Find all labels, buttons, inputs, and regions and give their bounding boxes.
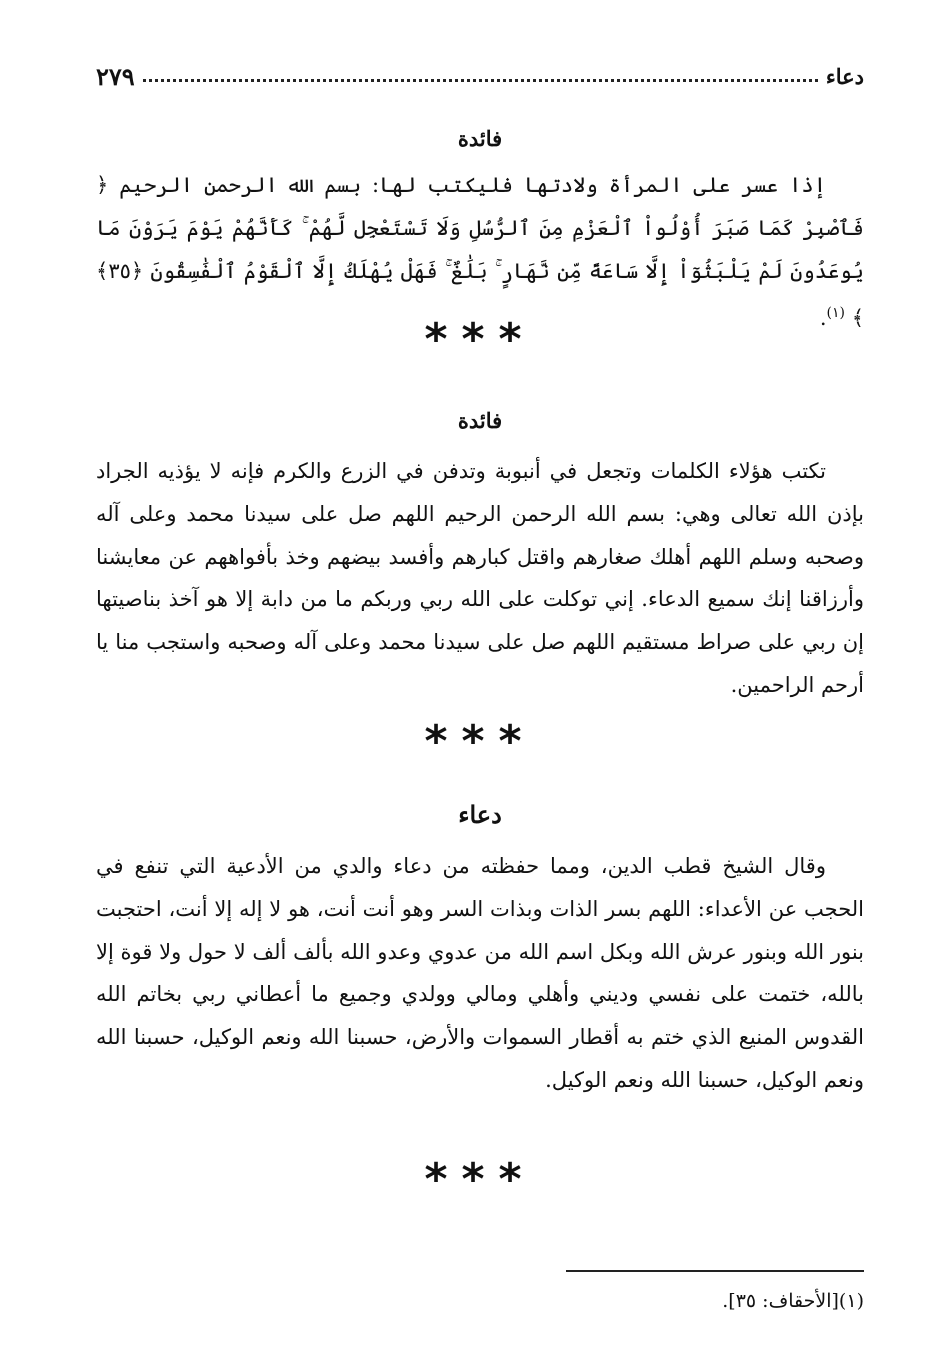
section-title-faida-2: فائدة xyxy=(457,408,503,433)
footnote-rule xyxy=(566,1270,864,1272)
section-title-dua: دعاء xyxy=(458,800,502,829)
section-text-dua-body: وقال الشيخ قطب الدين، ومما حفظته من دعاء والدي من الأدعية التي تنفع في الحجب عن الأعداء: اللهم بسر الذات وبذات السر وهو أنت أنت، هو لا إله إلا أنت، احتجبت بنور الله وبنور عرش الله وبكل اسم الله من عدوي وعدو الله بألف ألف لا حول ولا قوة إلا بالله، ختمت على نفسي وديني وأهلي ومالي وولدي وجميع ما أعطاني ربي بخاتم الله القدوس المنيع الذي ختم به أقطار السموات والأرض، حسبنا الله ونعم الوكيل، حسبنا الله ونعم الوكيل، حسبنا الله ونعم الوكيل. xyxy=(96,854,864,1092)
section-text-faida-1: إذا عسر على المرأة ولادتها فليكتب لها: بسم الله الرحمن الرحيم ﴿ فَٱصْبِرْ كَمَا صَبَرَ أُوْلُواْ ٱلْعَزْمِ مِنَ ٱلرُّسُلِ وَلَا تَسْتَعْجِل لَّهُمْ ۚ كَأَنَّهُمْ يَوْمَ يَرَوْنَ مَا يُوعَدُونَ لَمْ يَلْبَثُوٓاْ إِلَّا سَاعَةً مِّن نَّهَارٍ ۚ بَلَٰغٌ ۚ فَهَلْ يُهْلَكُ إِلَّا ٱلْقَوْمُ ٱلْفَٰسِقُونَ ﴿٣٥﴾ ﴾ $^{(١)}$. xyxy=(96,173,864,331)
section-separator: *** xyxy=(424,314,536,365)
running-header xyxy=(96,58,864,94)
section-separator: *** xyxy=(424,1154,536,1205)
book-page xyxy=(96,0,864,1367)
section-text-faida-2 xyxy=(96,450,864,707)
footnote: (١)[الأحقاف: ٣٥]. xyxy=(722,1290,864,1312)
running-header-title: دعاء xyxy=(825,63,864,89)
page-number: ٢٧٩ xyxy=(96,61,135,91)
section-text-dua xyxy=(96,845,864,1102)
footnote-reference: (١) xyxy=(826,305,845,322)
section-text-faida-2-body: تكتب هؤلاء الكلمات وتجعل في أنبوبة وتدفن في الزرع والكرم فإنه لا يؤذيه الجراد بإذن الله تعالى وهي: بسم الله الرحمن الرحيم اللهم صل على سيدنا محمد وعلى آله وصحبه وسلم اللهم أهلك صغارهم واقتل كبارهم وأفسد بيضهم وخذ بأفواههم عن معايشنا وأرزاقنا إنك سميع الدعاء. إني توكلت على الله ربي وربكم ما من دابة إلا هو آخذ بناصيتها إن ربي على صراط مستقيم اللهم صل على سيدنا محمد وعلى آله وصحبه واستجب منا يا أرحم الراحمين. xyxy=(96,459,864,697)
section-separator: *** xyxy=(424,716,536,767)
section-text-faida-1-body: إذا عسر على المرأة ولادتها فليكتب لها: بسم الله الرحمن الرحيم ﴿ فَٱصْبِرْ كَمَا صَبَرَ أُوْلُواْ ٱلْعَزْمِ مِنَ ٱلرُّسُلِ وَلَا تَسْتَعْجِل لَّهُمْ ۚ كَأَنَّهُمْ يَوْمَ يَرَوْنَ مَا يُوعَدُونَ لَمْ يَلْبَثُوٓاْ إِلَّا سَاعَةً مِّن نَّهَارٍ ۚ بَلَٰغٌ ۚ فَهَلْ يُهْلَكُ إِلَّا ٱلْقَوْمُ ٱلْفَٰسِقُونَ ﴿٣٥﴾ ﴾ xyxy=(96,173,864,331)
header-dotted-leader xyxy=(143,71,818,82)
section-title-faida-1: فائدة xyxy=(457,126,503,151)
